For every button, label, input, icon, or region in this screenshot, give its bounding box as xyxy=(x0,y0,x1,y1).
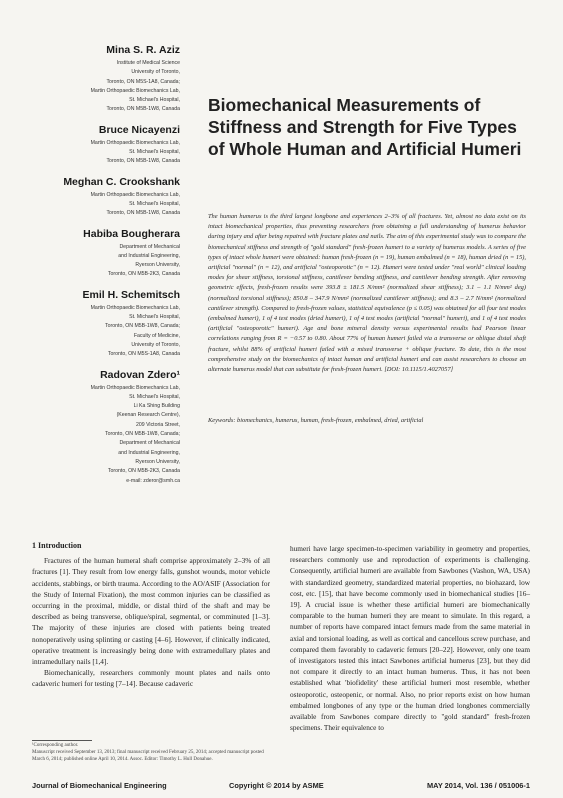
body-paragraph: Fractures of the human humeral shaft comprise approximately 2–3% of all fractures [1]. They result from low energy falls, gunshot wounds, motor vehicle accidents, stabbings, or birth trauma. According to the AO/ASIF (Association for the Study of Internal Fixation), the most common injuries can be classified as occurring in the proximal, middle, or distal third of the shaft and may be described as being transverse, oblique/spiral, segmental, or comminuted [1–3]. The majority of these injuries are closed with patients being treated nonoperatively using splinting or casting [4–6]. However, if clinically indicated, operative treatment is increasingly being done with extramedullary plates and intramedullary nails [1,4]. xyxy=(32,556,270,667)
footnote: ¹Corresponding author. xyxy=(32,743,79,748)
article-title: Biomechanical Measurements of Stiffness and Strength for Five Types of Whole Human and Artificial Humeri xyxy=(208,95,522,159)
affiliation-line: Martin Orthopaedic Biomechanics Lab, xyxy=(90,304,180,311)
affiliation-line: Toronto, ON M5B-1W8, Canada; xyxy=(105,431,180,438)
author-email: e-mail: zderor@smh.ca xyxy=(126,477,180,484)
page-footer xyxy=(32,781,530,793)
body-paragraph: Biomechanically, researchers commonly mount plates and nails onto cadaveric humeri for testing [7–14]. Because cadaveric xyxy=(32,668,270,689)
author-list xyxy=(62,44,180,495)
affiliation-line: Martin Orthopaedic Biomechanics Lab, xyxy=(90,139,180,146)
section-heading: 1 Introduction xyxy=(32,541,82,550)
affiliation-line: Martin Orthopaedic Biomechanics Lab, xyxy=(90,87,180,94)
author-block xyxy=(62,228,180,280)
affiliation-line: Toronto, ON M5S-1A8, Canada xyxy=(107,351,180,358)
affiliation-line: and Industrial Engineering, xyxy=(118,449,180,456)
affiliation-line: Toronto, ON M5B-2K3, Canada xyxy=(107,468,180,475)
author-block xyxy=(62,44,180,115)
affiliation-line: St. Michael's Hospital, xyxy=(129,149,180,156)
affiliation-line: (Keenan Research Centre), xyxy=(116,412,180,419)
affiliation-line: University of Toronto, xyxy=(131,69,180,76)
affiliation-line: St. Michael's Hospital, xyxy=(129,97,180,104)
affiliation-line: Toronto, ON M5B-1W8, Canada xyxy=(106,106,180,113)
affiliation-line: Martin Orthopaedic Biomechanics Lab, xyxy=(90,191,180,198)
affiliation-line: Toronto, ON M5S-1A8, Canada; xyxy=(106,78,180,85)
footnote-divider xyxy=(32,740,92,741)
affiliation-line: Toronto, ON M5B-1W8, Canada xyxy=(106,158,180,165)
affiliation-line: Ryerson University, xyxy=(135,458,180,465)
affiliation-line: Ryerson University, xyxy=(135,262,180,269)
affiliation-line: Department of Mechanical xyxy=(119,440,180,447)
body-column-right xyxy=(290,543,530,733)
body-paragraph: humeri have large specimen-to-specimen variability in geometry and properties, researchers commonly use and reproduction of experiments is challenging. Consequently, artificial humeri are available from Sawbones (Vashon, WA, USA) with standardized geometry, standardized material properties, no biohazard, low cost, etc. [15], that have become commonly used in biomechanical studies [16–19]. A crucial issue is whether these artificial humeri are biomechanically comparable to the human humeri they are meant to simulate. In this regard, a number of reports have compared intact femurs made from the same material in axial and torsional loading, as well as cortical and cancellous screw purchase, and compared them favorably to cadaveric femurs [20–22]. However, only one team of investigators tested this intact Sawbones artificial humerus [23], but they did not compare it directly to an intact human humerus. Thus, it has not been established what 'biofidelity' these artificial humeri most resemble, whether osteoporotic, osteopenic, or normal. Also, no prior reports exist on how human embalmed longbones of any type or the human dried longbones commercially available from Sawbones compare directly to "gold standard" fresh-frozen specimens. Their equivalence to xyxy=(290,544,530,733)
abstract: The human humerus is the third largest longbone and experiences 2–3% of all fractures. Yet, almost no data exist on its intact biomechanical properties, thus preventing researchers from obtaining a full understanding of humerus behavior during injury and after being repaired with fracture plates and nails. The aim of this experimental study was to compare the biomechanical stiffness and strength of "gold standard" fresh-frozen humeri to a variety of humerus models. A series of five types of intact whole humeri were obtained: human fresh-frozen (n = 19), human embalmed (n = 18), human dried (n = 15), artificial "normal" (n = 12), and artificial "osteoporotic" (n = 12). Humeri were tested under "real world" clinical loading modes for shear stiffness, torsional stiffness, cantilever bending stiffness, and cantilever bending strength. After removing geometric effects, fresh-frozen results were 393.8 ± 181.5 N/mm² (normalized shear stiffness); 3.1 – 1.1 N/mm² deg) (normalized torsional stiffness); 850.8 – 347.9 N/mm² (normalized cantilever stiffness); and 8.3 – 2.7 N/mm² (normalized cantilever strength). Compared to fresh-frozen values, statistical equivalence (p ≤ 0.05) was obtained for all four test modes (embalmed humeri), 1 of 4 test modes (dried humeri), 1 of 4 test modes (artificial "normal" humeri), and 1 of 4 test modes (artificial "osteoporotic" humeri). Age and bone mineral density versus experimental results had Pearson linear correlations ranging from R = −0.57 to 0.80. About 77% of human humeri failed via a transverse or oblique distal shaft fracture, whilst 88% of artificial humeri failed with a mixed transverse + oblique fracture. To date, this is the most comprehensive study on the biomechanics of intact human and artificial humeri and can assist researchers to choose an alternate humerus model that can substitute for fresh-frozen humeri. [DOI: 10.1115/1.4027057] xyxy=(208,213,526,374)
author-name: Radovan Zdero¹ xyxy=(100,368,180,381)
affiliation-line: University of Toronto, xyxy=(131,341,180,348)
author-name: Bruce Nicayenzi xyxy=(98,123,180,136)
author-block xyxy=(62,369,180,486)
author-name: Mina S. R. Aziz xyxy=(106,44,180,56)
body-column-left xyxy=(32,540,270,690)
affiliation-line: 209 Victoria Street, xyxy=(135,421,180,428)
affiliation-line: Toronto, ON M5B-2K3, Canada xyxy=(107,271,180,278)
author-name: Emil H. Schemitsch xyxy=(82,288,180,301)
affiliation-line: Faculty of Medicine, xyxy=(133,332,180,339)
affiliation-line: St. Michael's Hospital, xyxy=(129,200,180,207)
affiliation-line: Toronto, ON M5B-1W8, Canada; xyxy=(105,323,180,330)
affiliation-line: Li Ka Shing Building xyxy=(133,403,180,410)
affiliation-line: and Industrial Engineering, xyxy=(118,252,180,259)
affiliation-line: Toronto, ON M5B-1W8, Canada xyxy=(106,210,180,217)
footnote: Manuscript received September 13, 2013; final manuscript received February 25, 2014; accepted manuscript posted March 6, 2014; published online April 10, 2014. Assoc. Editor: Timothy L. Hull Donahue. xyxy=(32,750,264,762)
keywords: Keywords: biomechanics, humerus, human, fresh-frozen, embalmed, dried, artificial xyxy=(208,417,424,424)
footnotes xyxy=(32,742,272,763)
copyright: Copyright © 2014 by ASME xyxy=(229,781,324,790)
affiliation-line: Institute of Medical Science xyxy=(116,60,180,66)
author-block xyxy=(62,289,180,360)
author-block xyxy=(62,176,180,219)
journal-name: Journal of Biomechanical Engineering xyxy=(32,781,167,790)
issue-info: MAY 2014, Vol. 136 / 051006-1 xyxy=(427,781,530,790)
affiliation-line: St. Michael's Hospital, xyxy=(129,314,180,321)
affiliation-line: Martin Orthopaedic Biomechanics Lab, xyxy=(90,384,180,391)
author-block xyxy=(62,124,180,167)
affiliation-line: St. Michael's Hospital, xyxy=(129,393,180,400)
author-name: Meghan C. Crookshank xyxy=(63,175,180,188)
affiliation-line: Department of Mechanical xyxy=(119,243,180,250)
author-name: Habiba Bougherara xyxy=(83,227,180,240)
